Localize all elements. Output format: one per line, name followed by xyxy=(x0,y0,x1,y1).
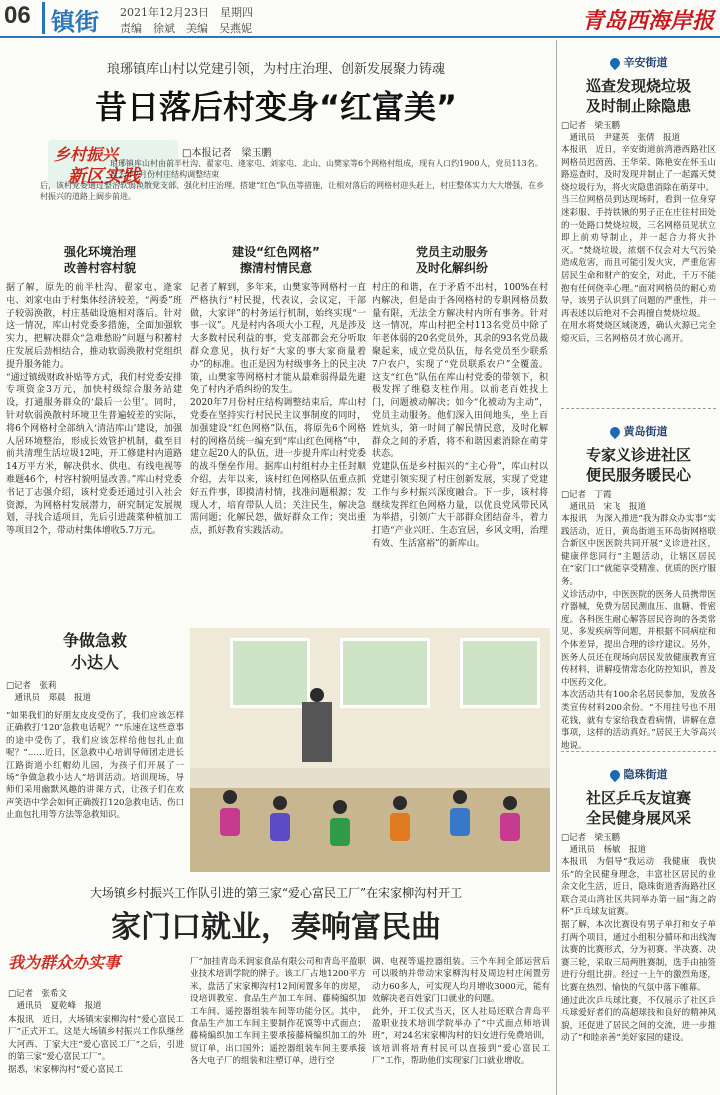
issue-date: 2021年12月23日 星期四 xyxy=(120,6,253,19)
article2-title: 争做急救 小达人 xyxy=(62,631,127,672)
article3-column-2: 厂”加挂青岛禾润家食品有限公司和青岛平盈职业技术培训学院的牌子。该工厂占地1200平方米，盘活了宋家柳沟村12间闲置多年的房屋，设培训教室、食品生产加工车间、藤椅编织加工车间、遥控器组装车间等功能分区。其中，食品生产加工车间主要制作花馍等中式面点；藤椅编织加工车间主要承接藤椅编织加工的外贸订单，出口国外；遥控器组装车间主要承接各大电子厂的组装和注塑订单，进行空 xyxy=(190,957,366,1067)
article1-byline: □本报记者 梁玉鹏 xyxy=(182,148,272,159)
badge-line1: 乡村振兴 xyxy=(54,145,119,164)
article1-intro-cont: 后，该村党委通过整治软弱涣散党支部、强化村庄治理、搭建“红色”队伍等措施，让相对落后的网格村迎头赶上，村庄整体实力大大增强，在乡村振兴的道路上阔步前进。 xyxy=(40,181,545,201)
location-pin-icon xyxy=(607,768,621,782)
street-label-huangdao: 黄岛街道 xyxy=(561,423,716,439)
article2 xyxy=(2,630,188,860)
article1-column-3: 村庄的和谐，在于矛盾不出村，100%在村内解决，但是由于各网格村的专职网格员数量有限，无法全方解决村内所有事务。针对这一情况，库山村把全村113名党员中除了年老体弱的20名党员外，其余的93名党员裁聚起来，成立党员队伍，每名党员至少联系7户农户，实现了“党员联系农户”全覆盖。这支“红色”队伍在库山村党委的带领下，积极发挥了维稳支柱作用。以前老百姓找上门，问题被动解决；如今“化被动为主动”，党员主动服务。他们深入田间地头，坐上百姓炕头，第一时间了解民情民意，及时化解群众之间的矛盾，将不和谐因素消除在萌芽状态。 党建队伍是乡村振兴的“主心骨”，库山村以党建引领实现了村庄创新发展，实现了党建工作与乡村振兴深度融合。下一步，该村将继续发挥红色网格力量，以优良党风带民风为举措，引领广大干部群众团结奋斗，着力打造“产业兴旺、生态宜居，乡风文明，治理有效、生活富裕”的新库山。 xyxy=(372,283,548,549)
right-news-column xyxy=(556,40,720,1095)
article1-kicker: 琅琊镇库山村以党建引领，为村庄治理、创新发展聚力铸魂 xyxy=(106,62,445,77)
xinan-title: 巡查发现烧垃圾 及时制止除隐患 xyxy=(585,77,691,115)
street-label-yinzhu: 隐珠街道 xyxy=(561,766,716,782)
yinzhu-title: 社区乒乓友谊赛 全民健身展风采 xyxy=(585,789,691,827)
location-pin-icon xyxy=(607,425,621,439)
service-badge: 我为群众办实事 xyxy=(8,953,121,972)
subhead-3: 党员主动服务 及时化解纠纷 xyxy=(415,245,488,275)
xinan-body: 本报讯 近日，辛安街道前湾港西路社区网格员迟茵茵、王华荣、陈艳安在怀玉山路巡查时，及时发现并制止了一起露天焚烧垃圾行为，将火灾隐患消除在萌芽中。 当三位网格员到达现场时，看到一位身穿迷彩服、手持铁锹的男子正在庄往村田处的一处路口焚烧垃圾，三名网格员见状立即上前劝导制止，并一起合力将火扑灭。“焚烧垃圾，浓烟不仅会对大气污染造成危害，而且可能引发火灾，严重危害居民生命和财产的安全，对此，千万不能抱有任何侥幸心理。”面对网格员的耐心劝导，该男子认识到了问题的严重性，并一再表述以后绝对不会再擅自焚烧垃圾。 在用水将焚烧区域浇透，确认火源已完全熄灭后，三名网格员才放心离开。 xyxy=(561,145,716,344)
article1-title: 昔日落后村变身“红富美” xyxy=(94,88,458,126)
subhead-1: 强化环境治理 改善村容村貌 xyxy=(63,245,136,275)
article1-column-1: 据了解，原先的前半杜沟、翟家屯、逄家屯、刘家屯由于村集体经济较差，“两委”班子较弱涣散，村庄基础设施相对落后。针对这一情况，库山村党委多措施，全面加强软实力，把解决群众“急难愁盼”问题与积蓄村庄发展后劲相结合，推动软弱涣散村党组织提升服务能力。 “通过镇级财政补贴等方式，我们村党委安排专项资金3万元，加快村级综合服务站建设，打通服务群众的‘最后一公里’。同时，针对软弱涣散村环境卫生普遍较差的实际，将6个网格村全部纳入‘清洁库山’建设，加强人居环境整治，形成长效管护机制，截至目前共清理生活垃圾12吨，开工修建村内道路14万平方米，解决供水、供电、有线电视等难题46个，村容村貌明显改善。”库山村党委书记丁志强介绍，该村党委还通过引入社会资源，为网格村发展潜力，研究制定发展规划，寻找合适项目，先后引进蔬菜种植加工等项目2个，带动村集体增收5.7万元。 xyxy=(6,283,182,537)
street-label-xinan: 辛安街道 xyxy=(561,54,716,70)
page-number: 06 xyxy=(4,2,31,29)
huangdao-byline: □记者 丁霞 通讯员 宋飞 报道 xyxy=(561,490,647,512)
huangdao-body: 本报讯 为深入推进“我为群众办实事”实践活动，近日，黄岛街道玉环岛街网格联合新区中医医院共同开展“义诊进社区，健康伴您同行”主题活动，让辖区居民在“家门口”就能享受精准、优质的医疗服务。 义诊活动中，中医医院的医务人员携带医疗器械，免费为居民测血压、血糖、骨密度。各科医生耐心解答居民咨询的各类常见、多发疾病等问题，并根据不同病症和个体差异，提出合理的诊疗建议。另外，医务人员还在现场向居民发放健康教育宣传材料，讲解疫情常态化防控知识，普及中医药文化。 本次活动共有100余名居民参加，发放各类宣传材料200余份。“不用挂号也不用花钱，就有专家给我查看病情，讲解在意事项，这样的活动真好。”居民王大爷高兴地说。 xyxy=(561,514,716,751)
subhead-2: 建设“红色网格” 擦清村情民意 xyxy=(232,245,320,275)
newspaper-logo: 青岛西海岸报 xyxy=(581,8,714,34)
page-header xyxy=(0,0,720,38)
badge-line2: 新区实践 xyxy=(68,166,140,187)
article3-column-3: 调、电视等遥控器组装。三个车间全部运营后可以吸纳并带动宋家柳沟村及周边村庄闲置劳动力60多人，可实现人均月增收3000元，能有效解决老百姓家门口就业的问题。 此外，开工仪式当天，区人社局还联合青岛平盈职业技术培训学院举办了“中式面点师培训班”，对24名宋家柳沟村的妇女进行免费培训，该培训将培育村民可以直接到“爱心富民工厂”工作，帮助他们实现家门口就业增收。 xyxy=(372,957,550,1067)
article3-kicker: 大场镇乡村振兴工作队引进的第三家“爱心富民工厂”在宋家柳沟村开工 xyxy=(89,886,463,900)
yinzhu-body: 本报讯 为倡导“我运动 我健康 我快乐”的全民健身理念，丰富社区居民的业余文化生活，近日，隐珠街道香海路社区联合灵山湾社区共同举办第一届“海之韵杯”乒乓球友谊赛。 据了解，本次比赛设有男子单打和女子单打两个项目，通过小组积分循环和出线淘汰赛的比赛形式，分为初赛、半决赛、决赛三轮，采取三局两胜赛制，选手由抽签进行分组比拼。经过一上午的激烈角逐，比赛在热烈、愉快的气氛中落下帷幕。 通过此次乒乓球比赛，不仅展示了社区乒乓球爱好者们的高超球技和良好的精神风貌，还促进了居民之间的交流，进一步推动了“和睦亲善”美好家园的建设。 xyxy=(561,857,716,1044)
article3-title: 家门口就业，奏响富民曲 xyxy=(111,910,441,945)
article3-column-1: 本报讯 近日，大场镇宋家柳沟村“爱心富民工厂”正式开工。这是大场镇乡村振兴工作队继丝大河西、丁家大庄“爱心富民工厂”之后，引进的第三家“爱心富民工厂”。 据悉，宋家柳沟村“爱心富民工 xyxy=(8,1015,184,1075)
editors-line: 责编 徐斌 美编 吴燕妮 xyxy=(120,22,252,35)
yinzhu-byline: □记者 梁玉鹏 通讯员 杨敏 报道 xyxy=(561,833,647,855)
first-aid-class-photo xyxy=(190,628,550,872)
section-name: 镇街 xyxy=(42,2,110,34)
article2-body: “如果我们的好朋友皮皮受伤了，我们应该怎样正确救打‘120’急救电话呢？”“乐速在这些意事的途中受伤了，我们应该怎样给他包扎止血呢？”……近日，区急救中心培训导师团走进长江路街道小红帽幼儿园，为孩子们开展了一场“争做急救小达人”培训活动。培训现场，导师们采用幽默风趣的讲课方式，让孩子们在欢声笑语中学会如何正确拨打120急救电话、伤口止血包扎用等方法等急救知识。 xyxy=(6,711,184,821)
article1-intro: 琅琊镇库山村由前半杜沟、翟家屯、逄家屯、刘家屯、北山、山樊家等6个网格村组成，现有人口约1900人，党员113名。自去年7月份村庄结构调整结束 xyxy=(110,159,543,179)
huangdao-title: 专家义诊进社区 便民服务暖民心 xyxy=(585,446,691,484)
article1-column-2: 记者了解到，多年来，山樊家等网格村一直严格执行“村民提，代表议，会议定，干部做，大家评”的村务运行机制，始终实现“一事一议”。凡是村内各项大小工程，凡是涉及大多数村民利益的事，党支部都会充分听取群众意见，执行好“大家的事大家商量着办”的标准。也正是因为村级事务上的民主决策，山樊家等网格村才能从最难弱得最先避免了村内矛盾纠纷的发生。 2020年7月份村庄结构调整结束后，库山村党委在坚持实行村民民主议事制度的同时，加强建设“红色网格”队伍，将原先6个网格村的网格员统一编充到“库山红色网格”中，建立起20人的队伍，进一步提升库山村党委的战斗堡垒作用。据库山村组村办主任封顺介绍，去年以来，该村红色网格队伍重点抓好五件事，即摸清村情，找准问题根源；发现人才，培育带队人员；关注民生，解决急需问题；化解民怨，做好群众工作；突出重点，抓好教育实践活动。 xyxy=(190,283,366,537)
xinan-byline: □记者 梁玉鹏 通讯员 尹建英 张倩 报道 xyxy=(561,121,681,143)
location-pin-icon xyxy=(607,56,621,70)
article3-byline: □记者 张希文 通讯员 夏乾峰 报道 xyxy=(8,989,102,1011)
article2-byline: □记者 张莉 通讯员 郑晨 报道 xyxy=(6,681,92,703)
